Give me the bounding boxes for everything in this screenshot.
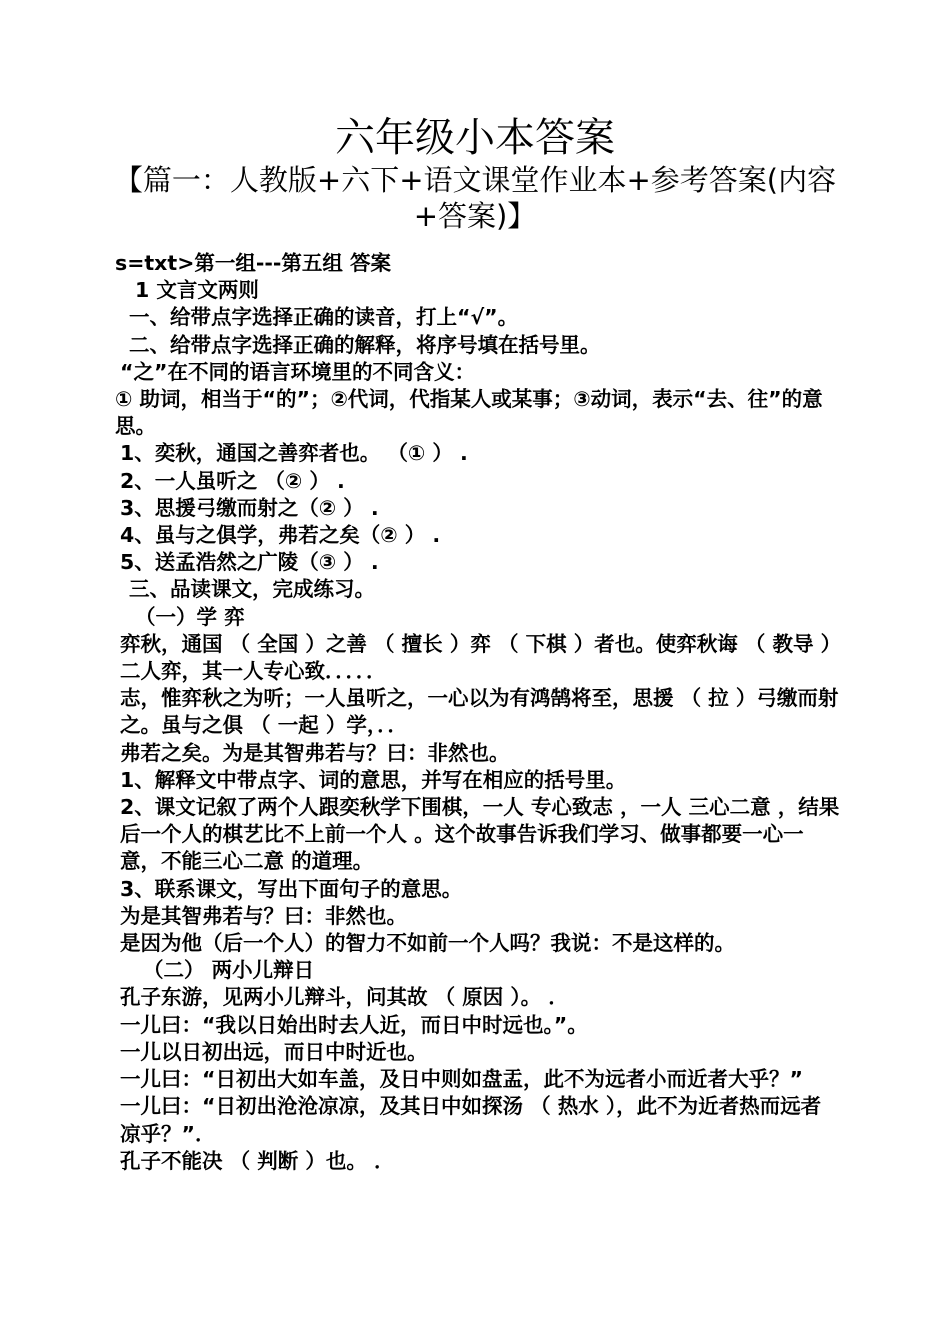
text-line: 2、一人虽听之 （② ） . [120, 468, 345, 493]
section-heading: （二） 两小儿辩日 [143, 958, 315, 983]
text-line: 一儿曰：“日初出大如车盖，及日中则如盘盂，此不为远者小而近者大乎？” [120, 1067, 803, 1092]
text-line: 一儿曰：“日初出沧沧凉凉，及其日中如探汤 （ 热水 ），此不为近者热而远者凉乎？”． [120, 1094, 822, 1146]
text-line: 1、解释文中带点字、词的意思，并写在相应的括号里。 [120, 767, 627, 792]
text-line: 孔子不能决 （ 判断 ）也。 ． [120, 1148, 395, 1173]
text-line: “之”在不同的语言环境里的不同含义： [120, 359, 475, 384]
document-subtitle: 【篇一：人教版+六下+语文课堂作业本+参考答案(内容+答案)】 [113, 163, 837, 233]
text-line: 一、给带点字选择正确的读音，打上“√”。 [129, 305, 519, 330]
text-line: 为是其智弗若与？曰：非然也。 [120, 903, 407, 928]
section-heading: （一）学 弈 [135, 604, 245, 629]
text-line: ① 助词，相当于“的”；②代词，代指某人或某事；③动词，表示“去、往”的意思。 [115, 387, 823, 439]
section-heading: 1 文言文两则 [135, 278, 259, 303]
text-line: 是因为他（后一个人）的智力不如前一个人吗？我说：不是这样的。 [120, 931, 735, 956]
text-line: 2、课文记叙了两个人跟奕秋学下围棋，一人 专心致志 ，一人 三心二意 ，结果 后一个人的棋艺比不上前一个人 。这个故事告诉我们学习、做事都要一心一意，不能三心二意 的道理。 [120, 795, 840, 874]
text-line: 志，惟弈秋之为听；一人虽听之，一心以为有鸿鹄将至，思援 （ 拉 ）弓缴而射之。虽与之俱 （ 一起 ）学，．． [120, 686, 839, 738]
document-body [115, 250, 840, 1175]
text-line: 弗若之矣。为是其智弗若与？曰：非然也。 [120, 740, 510, 765]
text-line: 3、思援弓缴而射之（② ） . [120, 495, 379, 520]
text-line: 孔子东游，见两小儿辩斗，问其故 （ 原因 ）。 ． [120, 985, 569, 1010]
text-line: 一儿以日初出远，而日中时近也。 [120, 1039, 428, 1064]
text-line: 一儿曰：“我以日始出时去人近，而日中时远也。”。 [120, 1012, 588, 1037]
text-line: 三、品读课文，完成练习。 [129, 577, 375, 602]
text-line: 二、给带点字选择正确的解释，将序号填在括号里。 [129, 332, 601, 357]
text-line: s=txt>第一组---第五组 答案 [115, 251, 392, 275]
text-line: 3、联系课文，写出下面句子的意思。 [120, 876, 463, 901]
text-line: 1、奕秋，通国之善弈者也。 （① ） . [120, 441, 468, 466]
text-line: 弈秋，通国 （ 全国 ）之善 （ 擅长 ）弈 （ 下棋 ）者也。使弈秋诲 （ 教导 ）二人弈，其一人专心致．．．．． [120, 631, 831, 684]
text-line: 4、虽与之俱学，弗若之矣（② ） . [120, 523, 441, 548]
page-title: 六年级小本答案 [335, 115, 615, 161]
text-line: 5、送孟浩然之广陵（③ ） . [120, 550, 379, 575]
